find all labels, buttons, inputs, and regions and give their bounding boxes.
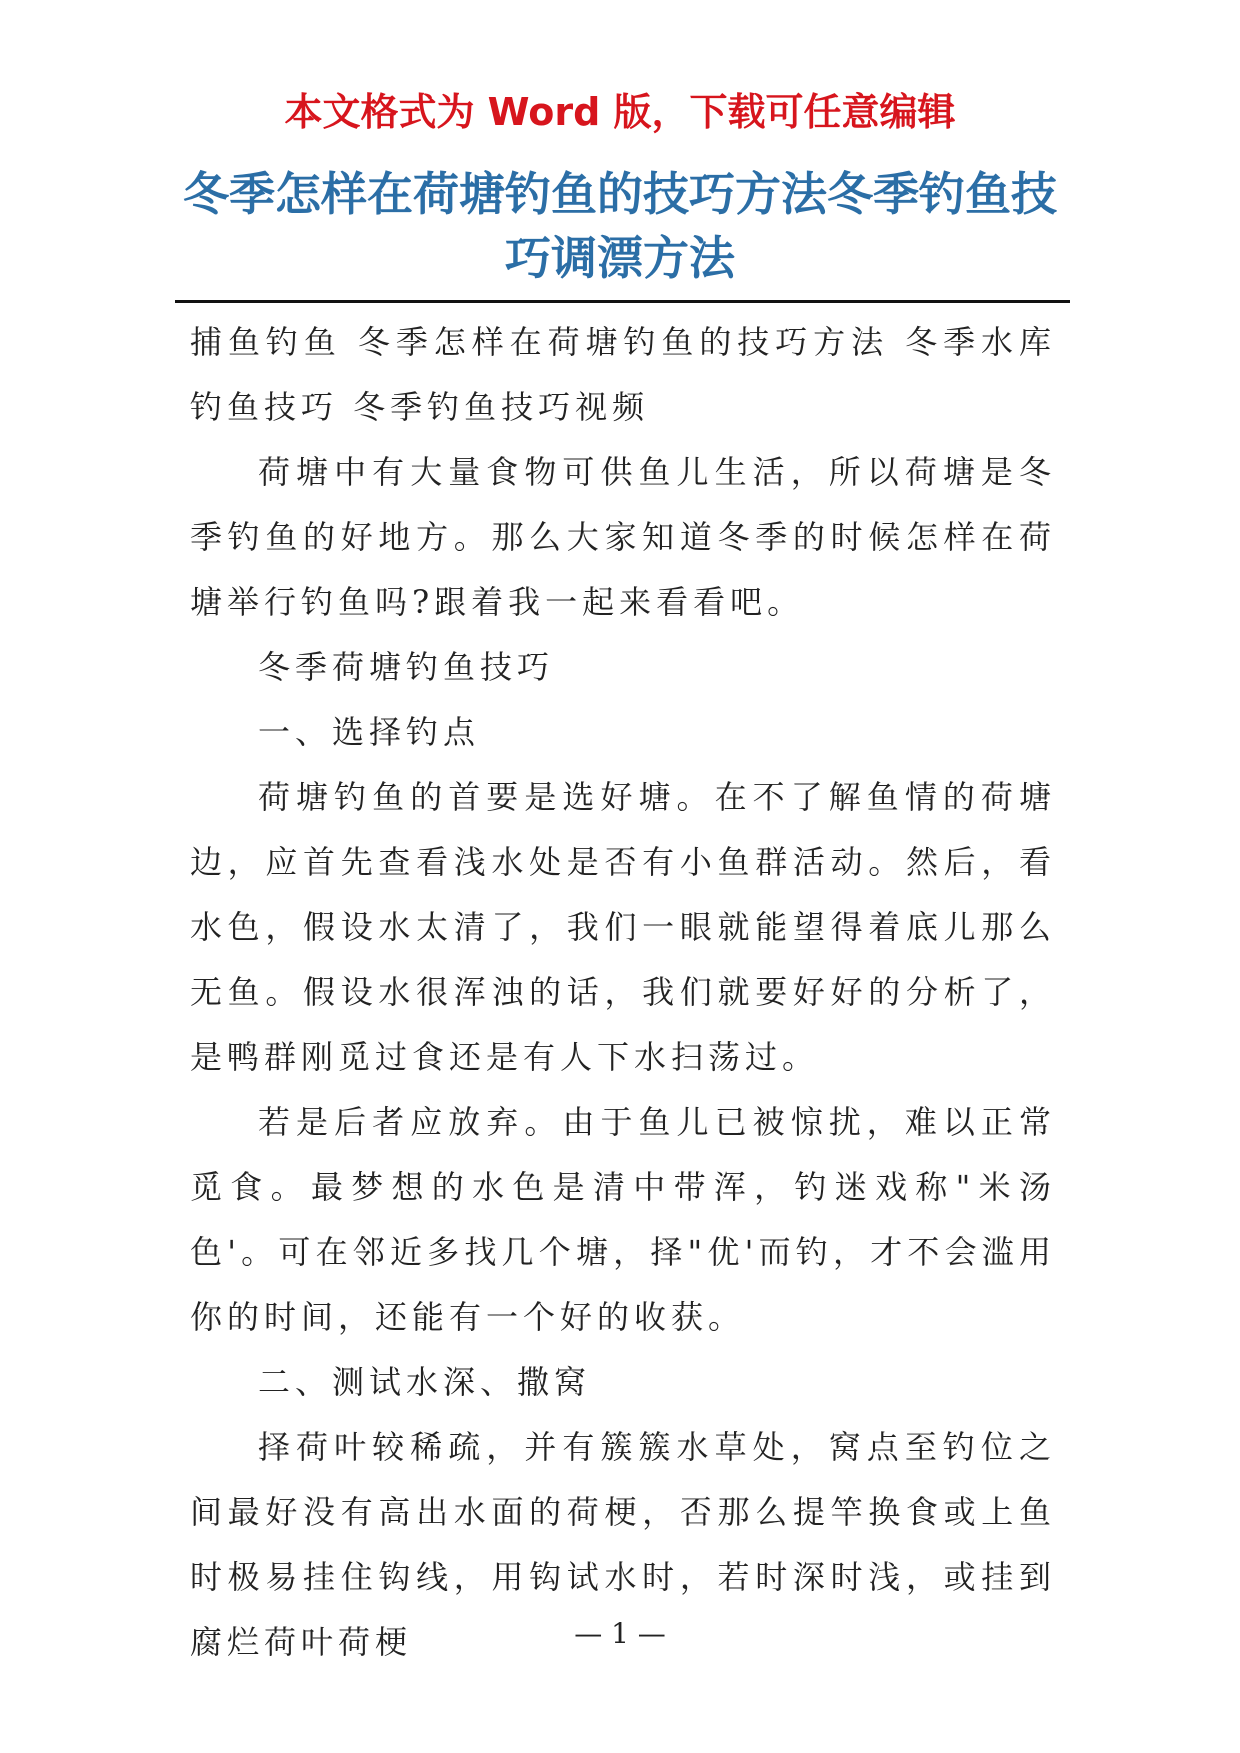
document-title: 冬季怎样在荷塘钓鱼的技巧方法冬季钓鱼技巧调漂方法 [183, 167, 1057, 285]
body-paragraph: 荷塘钓鱼的首要是选好塘。在不了解鱼情的荷塘边，应首先查看浅水处是否有小鱼群活动。然后，看水色，假设水太清了，我们一眼就能望得着底儿那么无鱼。假设水很浑浊的话，我们就要好好的分析了，是鸭群刚觅过食还是有人下水扫荡过。 [190, 778, 1056, 1076]
body-paragraph: 若是后者应放弃。由于鱼儿已被惊扰，难以正常觅食。最梦想的水色是清中带浑，钓迷戏称"米汤色'。可在邻近多找几个塘，择"优'而钓，才不会滥用你的时间，还能有一个好的收获。 [190, 1103, 1056, 1336]
format-notice-banner: 本文格式为 Word 版，下载可任意编辑 [284, 90, 956, 134]
page-number: — 1 — [574, 1617, 666, 1650]
document-body [190, 310, 1056, 1675]
body-paragraph: 择荷叶较稀疏，并有簇簇水草处，窝点至钓位之间最好没有高出水面的荷梗，否那么提竿换食或上鱼时极易挂住钩线，用钩试水时，若时深时浅，或挂到腐烂荷叶荷梗 [190, 1428, 1056, 1661]
subsection-heading: 二、测试水深、撒窝 [258, 1363, 592, 1401]
subsection-heading: 一、选择钓点 [258, 713, 481, 751]
section-heading: 冬季荷塘钓鱼技巧 [258, 648, 555, 686]
title-divider [175, 300, 1070, 303]
tags-paragraph: 捕鱼钓鱼 冬季怎样在荷塘钓鱼的技巧方法 冬季水库钓鱼技巧 冬季钓鱼技巧视频 [190, 323, 1056, 426]
body-paragraph: 荷塘中有大量食物可供鱼儿生活，所以荷塘是冬季钓鱼的好地方。那么大家知道冬季的时候怎样在荷塘举行钓鱼吗?跟着我一起来看看吧。 [190, 453, 1056, 621]
